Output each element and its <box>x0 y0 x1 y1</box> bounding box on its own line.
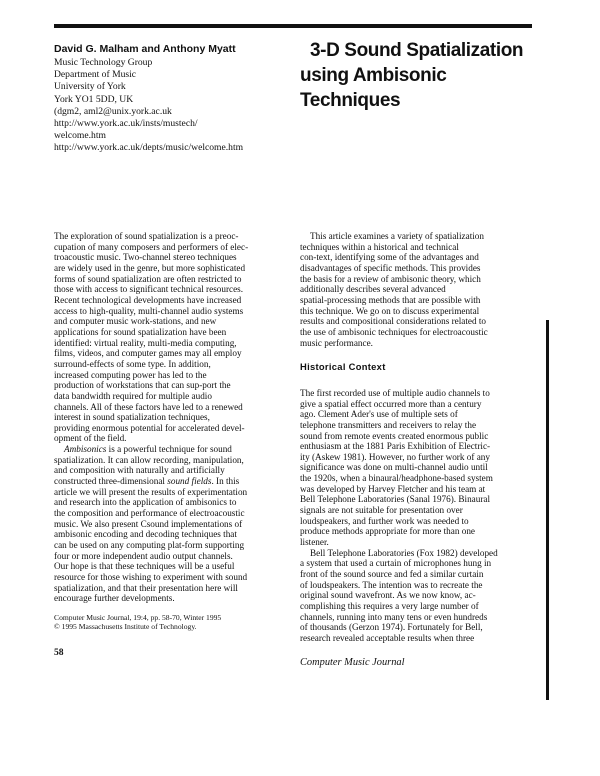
text-line: front of the sound source and fed a similar curtain <box>300 569 484 580</box>
text-line: telephone transmitters and receivers to relay the <box>300 419 477 430</box>
left-column <box>54 231 294 604</box>
text-line: can be used on any computing plat-form supporting <box>54 540 245 551</box>
text-line: applications for sound spatialization have been <box>54 326 227 337</box>
text-line: the composition and performance of electroacoustic <box>54 508 245 519</box>
text-line: enthusiasm at the 1881 Paris Exhibition of Electric- <box>300 441 491 452</box>
text-line: forms of sound spatialization are often restricted to <box>54 273 242 284</box>
text-line: a system that used a curtain of microphones hung in <box>300 558 492 569</box>
text-line: opment of the field. <box>54 433 127 444</box>
top-rule <box>54 24 532 28</box>
text-line: research revealed acceptable results when three <box>300 632 475 643</box>
text-line: disadvantages of specific methods. This provides <box>300 262 481 273</box>
title-line: Techniques <box>300 90 401 111</box>
address-line: York YO1 5DD, UK <box>54 93 134 105</box>
text-line: spatialization, and that their presentation here will <box>54 582 238 593</box>
text-fragment: . In this <box>211 476 240 487</box>
text-line: and research into the application of ambisonics to <box>54 497 237 508</box>
text-line: those with access to significant technical resources. <box>54 284 244 295</box>
text-line: ago. Clement Ader's use of multiple sets of <box>300 409 458 420</box>
text-line: additionally describes several advanced <box>300 284 446 295</box>
text-line: channels, running into many tens or even hundreds <box>300 611 488 622</box>
text-line: resource for those wishing to experiment with sound <box>54 572 248 582</box>
text-line: and composition with naturally and artificially <box>54 465 225 476</box>
text-line <box>54 444 294 455</box>
text-line: ity (Askew 1981). However, no further work of any <box>300 451 490 462</box>
address-line: Music Technology Group <box>54 57 153 68</box>
text-line: sound from remote events created enormous public <box>300 430 489 441</box>
text-line: give a spatial effect occurred more than a century <box>300 398 482 409</box>
text-line: production of workstations that can sup-port the <box>54 380 231 391</box>
text-line: cupation of many composers and performers of elec- <box>54 241 249 252</box>
url-link[interactable]: http://www.york.ac.uk/insts/mustech/ <box>54 118 198 130</box>
text-line: The first recorded use of multiple audio channels to <box>300 387 490 398</box>
text-line: Bell Telephone Laboratories (Sanal 1976). Binaural <box>300 494 491 505</box>
text-line: results and compositional considerations related to <box>300 316 487 327</box>
text-line: original sound wavefront. As we now know, ac- <box>300 590 476 601</box>
text-line: and computer music work-stations, and new <box>54 316 217 327</box>
text-line: providing enormous potential for accelerated devel- <box>54 422 245 433</box>
address-line: Department of Music <box>54 69 137 81</box>
text-line: encourage further developments. <box>54 593 175 604</box>
email-line: (dgm2, aml2@unix.york.ac.uk <box>54 105 172 117</box>
text-line: the use of ambisonic techniques for electroacoustic <box>300 326 488 337</box>
journal-name: Computer Music Journal <box>300 657 405 668</box>
section-heading: Historical Context <box>300 361 386 373</box>
title-line: 3-D Sound Spatialization <box>310 40 524 61</box>
text-line: loudspeakers, and further work was needed to <box>300 515 469 526</box>
side-rule <box>546 320 549 700</box>
citation-line: Computer Music Journal, 19:4, pp. 58-70, Winter 1995 <box>54 613 222 622</box>
text-fragment: is a powerful technique for sound <box>106 444 232 455</box>
text-line: music performance. <box>300 337 373 348</box>
text-line: spatialization. It can allow recording, manipulation, <box>54 454 244 465</box>
text-line: this technique. We go on to discuss experimental <box>300 305 480 316</box>
text-line: Bell Telephone Laboratories (Fox 1982) developed <box>310 547 498 558</box>
text-line <box>54 476 294 487</box>
text-line: complishing this requires a very large number of <box>300 601 479 611</box>
text-line: article we will present the results of experimentation <box>54 486 248 497</box>
text-line: Recent technological developments have increased <box>54 294 242 305</box>
italic-term: sound fields <box>167 476 212 487</box>
text-line: con-text, identifying some of the advantages and <box>300 252 479 263</box>
text-line: increased computing power has led to the <box>54 369 207 380</box>
italic-term: Ambisonics <box>64 444 107 455</box>
text-line: surround-effects of some type. In addition, <box>54 358 211 369</box>
text-line: the 1920s, when a binaural/headphone-based system <box>300 473 493 484</box>
citation-block <box>54 613 221 632</box>
text-line: techniques within a historical and technical <box>300 241 459 252</box>
text-line: ambisonic encoding and decoding techniques that <box>54 529 237 540</box>
author-block <box>54 43 294 155</box>
text-line: Our hope is that these techniques will be a useful <box>54 561 235 572</box>
text-line: channels. All of these factors have led to a renewed <box>54 401 243 412</box>
text-line: of loudspeakers. The intention was to recreate the <box>300 579 483 590</box>
text-line: spatial-processing methods that are possible with <box>300 294 481 305</box>
text-line: troacoustic music. Two-channel stereo techniques <box>54 252 237 263</box>
text-line: interest in sound spatialization techniques, <box>54 412 210 423</box>
text-line: data bandwidth required for multiple audio <box>54 390 212 401</box>
text-line: The exploration of sound spatialization is a preoc- <box>54 231 239 241</box>
text-line: This article examines a variety of spatialization <box>310 231 484 241</box>
authors: David G. Malham and Anthony Myatt <box>54 43 236 55</box>
text-line: produce methods appropriate for more than one <box>300 526 476 537</box>
title-line: using Ambisonic <box>300 65 447 86</box>
right-column <box>300 231 540 644</box>
text-line: listener. <box>300 537 329 548</box>
text-line: the basis for a review of ambisonic theory, which <box>300 273 481 284</box>
text-line: signals are not suitable for presentation over <box>300 505 463 516</box>
text-line: music. We also present Csound implementations of <box>54 518 243 529</box>
page-number: 58 <box>54 647 64 658</box>
text-fragment: constructed three-dimensional <box>54 476 168 487</box>
text-line: films, videos, and computer games may all employ <box>54 348 242 359</box>
text-line: identified: virtual reality, multi-media computing, <box>54 337 237 348</box>
article-title <box>300 38 540 113</box>
text-line: are widely used in the genre, but more sophisticated <box>54 262 246 273</box>
url-link[interactable]: http://www.york.ac.uk/depts/music/welcome.htm <box>54 142 244 154</box>
copyright-line: © 1995 Massachusetts Institute of Technology. <box>54 622 197 632</box>
url-link[interactable]: welcome.htm <box>54 130 106 142</box>
text-line: was developed by Harvey Fletcher and his team at <box>300 483 486 494</box>
text-line: access to high-quality, multi-channel audio systems <box>54 305 244 316</box>
text-line: four or more independent audio output channels. <box>54 550 233 561</box>
text-line: of thousands (Gerzon 1974). Fortunately for Bell, <box>300 622 483 633</box>
address-line: University of York <box>54 81 126 93</box>
text-line: significance was done on multi-channel audio until <box>300 462 488 473</box>
